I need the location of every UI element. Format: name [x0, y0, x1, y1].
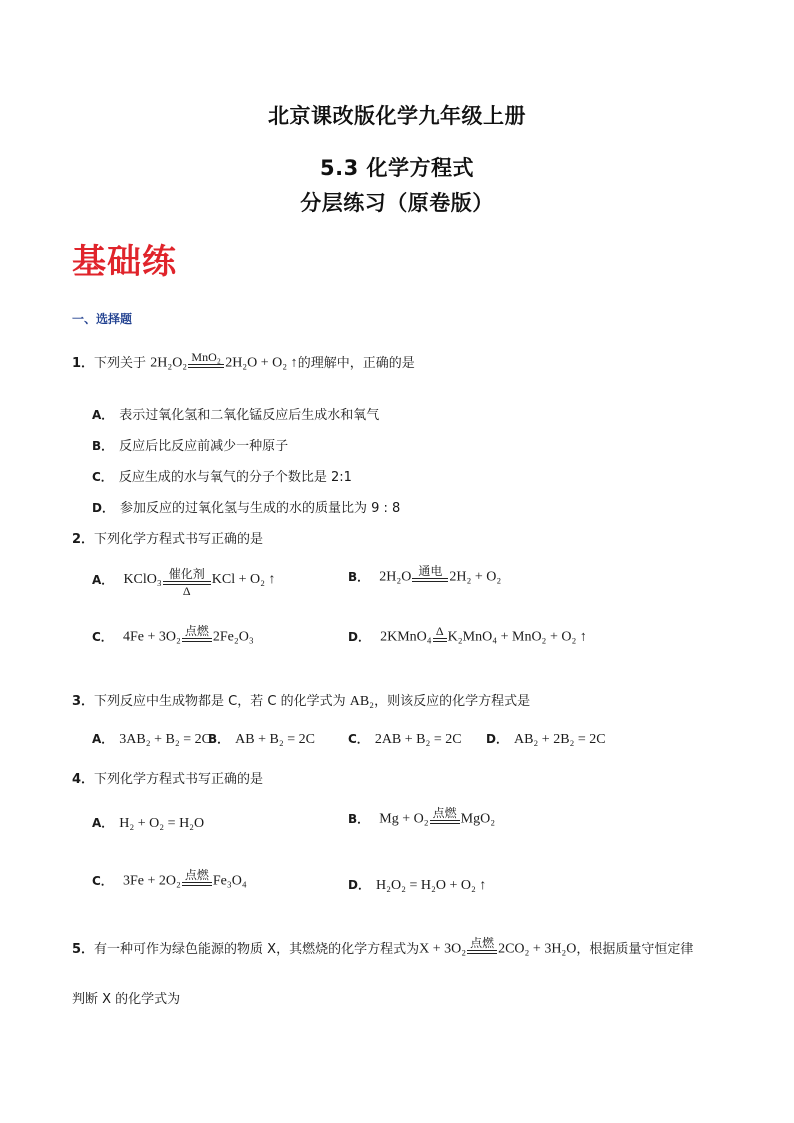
option-text: 参加反应的过氧化氢与生成的水的质量比为 9 : 8: [119, 501, 401, 516]
option-a[interactable]: [92, 814, 204, 832]
option-label: D．: [486, 732, 508, 746]
reactants: 2H₂O₂: [150, 355, 188, 371]
question-5: [72, 938, 693, 958]
reactants: 4Fe + 3O₂: [122, 629, 181, 645]
section-heading: 基础练: [72, 242, 177, 282]
equation: [123, 565, 276, 598]
reaction-arrow: [433, 625, 447, 642]
products: K₂MnO₄ + MnO₂ + O₂ ↑: [447, 629, 587, 645]
products: Fe₃O₄: [212, 873, 247, 889]
option-b[interactable]: [92, 435, 288, 454]
question-5-continued: 判断 X 的化学式为: [72, 992, 181, 1007]
option-c[interactable]: [92, 624, 254, 646]
question-4: [72, 768, 263, 787]
question-number: 5．: [72, 942, 95, 957]
products: KCl + O₂ ↑: [211, 572, 276, 588]
question-2: [72, 528, 263, 547]
condition-heat: Δ: [182, 584, 191, 598]
option-label: A．: [92, 408, 114, 422]
question-number: 1．: [72, 356, 95, 371]
option-text: 反应生成的水与氧气的分子个数比是 2:1: [118, 470, 352, 485]
equation: [419, 936, 577, 958]
question-stem: 下列化学方程式书写正确的是: [94, 772, 264, 787]
option-text: 表示过氧化氢和二氧化锰反应后生成水和氧气: [119, 408, 380, 423]
option-text: 反应后比反应前减少一种原子: [119, 439, 289, 454]
equation: [379, 564, 502, 586]
reactants: X + 3O₂: [419, 941, 467, 957]
reaction-arrow: [430, 807, 460, 824]
option-label: C．: [92, 874, 113, 888]
option-label: D．: [348, 878, 370, 892]
condition: 通电: [418, 564, 443, 578]
question-stem: 下列反应中生成物都是 C，若 C 的化学式为: [94, 694, 350, 709]
subsection-heading: 一、选择题: [72, 312, 133, 326]
reaction-arrow: [163, 568, 211, 598]
option-a[interactable]: [92, 565, 276, 598]
reaction-arrow: [467, 937, 497, 954]
option-label: A．: [92, 816, 114, 830]
condition: Δ: [435, 624, 444, 638]
question-stem: 下列化学方程式书写正确的是: [94, 532, 264, 547]
question-stem-suffix: 的理解中，正确的是: [297, 356, 415, 371]
equation: H₂O₂ = H₂O + O₂ ↑: [375, 877, 487, 893]
option-label: A．: [92, 572, 114, 587]
option-c[interactable]: [92, 466, 352, 485]
question-number: 4．: [72, 772, 95, 787]
equation: [379, 806, 496, 828]
equation: 2AB + B₂ = 2C: [374, 731, 462, 747]
condition: 催化剂: [168, 567, 205, 581]
condition: 点燃: [184, 868, 209, 882]
option-label: C．: [92, 470, 113, 484]
option-c[interactable]: [92, 868, 247, 890]
equation: 3AB₂ + B₂ = 2C: [119, 731, 211, 747]
option-d[interactable]: [92, 497, 400, 516]
equation: [122, 868, 247, 890]
reactants: 2KMnO₄: [380, 629, 432, 645]
option-d[interactable]: [348, 876, 486, 894]
option-label: A．: [92, 732, 114, 746]
question-stem: 下列关于: [94, 356, 147, 371]
equation: [380, 624, 587, 646]
reaction-arrow: [182, 869, 212, 886]
formula: AB₂: [349, 693, 375, 709]
reactants: Mg + O₂: [379, 811, 429, 827]
products: 2H₂ + O₂: [449, 569, 502, 585]
option-label: B．: [348, 812, 370, 826]
products: 2CO₂ + 3H₂O: [498, 941, 577, 957]
reaction-arrow: [188, 351, 224, 368]
option-label: B．: [348, 570, 370, 584]
reaction-arrow: [182, 625, 212, 642]
question-stem-suffix: ，则该反应的化学方程式是: [374, 694, 531, 709]
question-3: [72, 690, 530, 710]
option-label: B．: [208, 732, 230, 746]
option-d[interactable]: [486, 730, 606, 748]
lesson-title: 5.3 化学方程式: [319, 156, 474, 180]
question-1: [72, 352, 415, 372]
option-label: C．: [348, 732, 369, 746]
equation: AB + B₂ = 2C: [235, 731, 315, 747]
option-b[interactable]: [208, 730, 315, 748]
condition: 点燃: [470, 936, 495, 950]
reactants: KClO₃: [123, 572, 162, 588]
reaction-arrow: [412, 565, 448, 582]
question-stem: 有一种可作为绿色能源的物质 X，其燃烧的化学方程式为: [94, 942, 420, 957]
option-a[interactable]: [92, 730, 211, 748]
products: MgO₂: [460, 811, 496, 827]
condition: 点燃: [184, 624, 209, 638]
document-title: 北京课改版化学九年级上册: [268, 104, 526, 128]
question-number: 2．: [72, 532, 95, 547]
option-d[interactable]: [348, 624, 587, 646]
question-stem-suffix: ，根据质量守恒定律: [576, 942, 694, 957]
products: 2H₂O + O₂ ↑: [225, 355, 298, 371]
equation: H₂ + O₂ = H₂O: [119, 815, 205, 831]
option-b[interactable]: [348, 564, 502, 586]
option-c[interactable]: [348, 730, 462, 748]
option-label: C．: [92, 630, 113, 644]
reactants: 2H₂O: [379, 569, 412, 585]
equation: AB₂ + 2B₂ = 2C: [513, 731, 606, 747]
worksheet-subtitle: 分层练习（原卷版）: [300, 191, 494, 215]
products: 2Fe₂O₃: [212, 629, 254, 645]
equation: [150, 350, 298, 372]
reactants: 3Fe + 2O₂: [122, 873, 181, 889]
option-label: B．: [92, 439, 114, 453]
condition: MnO₂: [191, 350, 221, 364]
condition: 点燃: [432, 806, 457, 820]
equation: [122, 624, 254, 646]
option-label: D．: [348, 630, 370, 644]
option-a[interactable]: [92, 404, 379, 423]
question-number: 3．: [72, 694, 95, 709]
option-label: D．: [92, 501, 114, 515]
option-b[interactable]: [348, 806, 496, 828]
